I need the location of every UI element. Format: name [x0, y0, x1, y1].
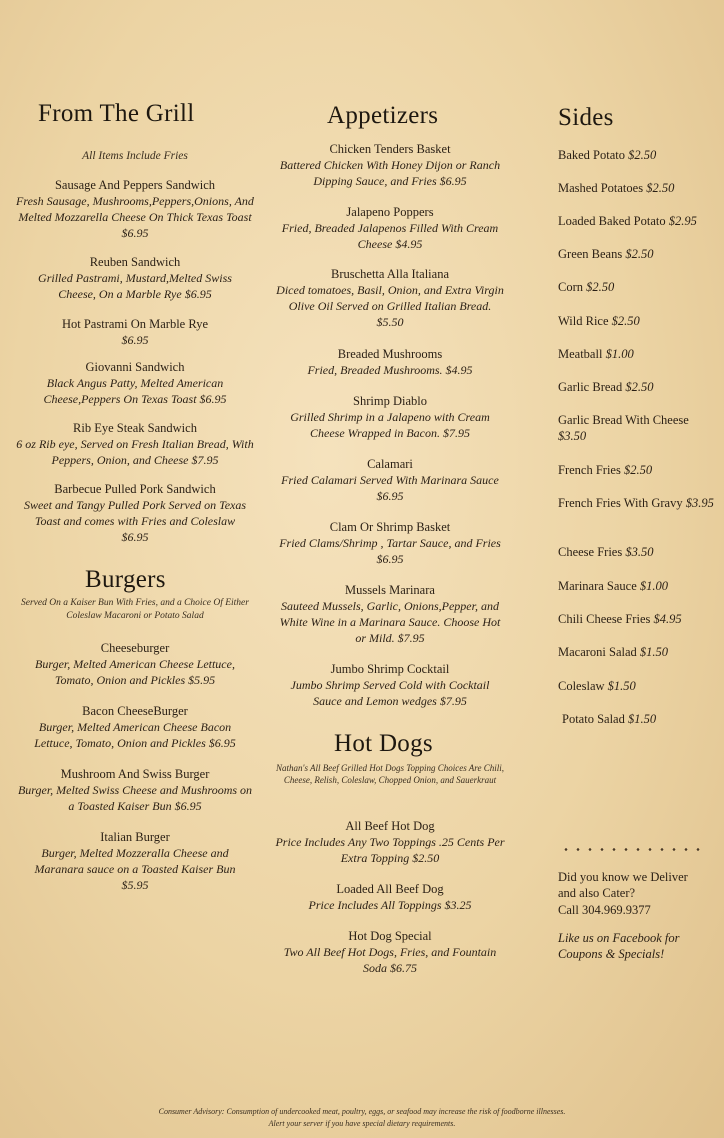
- menu-item: [275, 266, 505, 330]
- side-price: $1.00: [639, 579, 669, 593]
- side-price: $2.50: [586, 280, 615, 294]
- item-description: Black Angus Patty, Melted American Cheese,Peppers On Texas Toast $6.95: [43, 376, 227, 406]
- menu-item: [275, 818, 505, 866]
- side-price: $1.50: [607, 679, 636, 693]
- menu-item: [275, 456, 505, 504]
- menu-item: [15, 420, 255, 468]
- item-description: Burger, Melted American Cheese Bacon Lettuce, Tomato, Onion and Pickles $6.95: [34, 720, 236, 750]
- item-description: Battered Chicken With Honey Dijon or Ranch Dipping Sauce, and Fries $6.95: [279, 158, 501, 188]
- item-description: 6 oz Rib eye, Served on Fresh Italian Bread, With Peppers, Onion, and Cheese $7.95: [16, 437, 254, 467]
- burgers-note: Served On a Kaiser Bun With Fries, and a Choice Of Either Coleslaw Macaroni or Potato Salad: [21, 598, 249, 621]
- side-name: Corn: [558, 280, 583, 294]
- item-name: Rib Eye Steak Sandwich: [73, 421, 197, 435]
- consumer-advisory: [0, 1106, 724, 1130]
- sides-title: Sides: [558, 104, 614, 131]
- menu-item: [20, 703, 250, 751]
- item-name: Mushroom And Swiss Burger: [60, 767, 210, 781]
- item-description: Price Includes All Toppings $3.25: [308, 898, 472, 912]
- item-name: Chicken Tenders Basket: [329, 142, 451, 156]
- advisory-line-1: Consumer Advisory: Consumption of undercooked meat, poultry, eggs, or seafood may increase the risk of foodborne illnesses.: [158, 1107, 566, 1116]
- side-name: Coleslaw: [558, 679, 605, 693]
- menu-item: [275, 346, 505, 378]
- menu-item: [275, 661, 505, 709]
- dotted-divider: [560, 848, 700, 851]
- item-name: Sausage And Peppers Sandwich: [54, 178, 216, 192]
- side-name: Potato Salad: [562, 712, 625, 726]
- side-item: [558, 213, 718, 229]
- side-price: $2.50: [625, 247, 654, 261]
- side-name: Macaroni Salad: [558, 645, 637, 659]
- item-description: $6.95: [121, 333, 149, 347]
- side-item: [558, 462, 718, 478]
- side-item: [562, 711, 722, 727]
- item-name: Mussels Marinara: [345, 583, 435, 597]
- hotdogs-note: Nathan's All Beef Grilled Hot Dogs Topping Choices Are Chili, Cheese, Relish, Coleslaw, Chopped Onion, and Sauerkraut: [276, 763, 504, 785]
- menu-item: [20, 481, 250, 545]
- menu-item: [275, 393, 505, 441]
- side-price: $2.50: [611, 314, 640, 328]
- side-price: $1.50: [627, 712, 657, 726]
- side-name: Green Beans: [558, 247, 623, 261]
- side-name: French Fries: [558, 463, 621, 477]
- side-item: [558, 412, 718, 444]
- side-item: [558, 578, 718, 594]
- side-name: Baked Potato: [558, 148, 626, 162]
- item-description: Diced tomatoes, Basil, Onion, and Extra Virgin Olive Oil Served on Grilled Italian Bread. $5.50: [276, 283, 504, 329]
- side-price: $2.50: [628, 148, 657, 162]
- side-item: [558, 279, 718, 295]
- menu-item: [275, 881, 505, 913]
- menu-item: [20, 316, 250, 348]
- side-name: Wild Rice: [558, 314, 609, 328]
- menu-item: [15, 177, 255, 241]
- phone-number: Call 304.969.9377: [558, 903, 651, 917]
- side-name: Chili Cheese Fries: [558, 612, 651, 626]
- item-description: Grilled Shrimp in a Jalapeno with Cream Cheese Wrapped in Bacon. $7.95: [290, 410, 490, 440]
- side-item: [558, 180, 718, 196]
- side-price: $3.95: [685, 496, 714, 510]
- side-name: French Fries With Gravy: [558, 496, 683, 510]
- hotdogs-title: Hot Dogs: [334, 730, 433, 757]
- item-name: Breaded Mushrooms: [337, 347, 443, 361]
- menu-item: [20, 640, 250, 688]
- menu-item: [275, 141, 505, 189]
- item-description: Two All Beef Hot Dogs, Fries, and Fountain Soda $6.75: [283, 945, 497, 975]
- side-item: [558, 246, 718, 262]
- menu-item: [275, 928, 505, 976]
- side-name: Loaded Baked Potato: [558, 214, 666, 228]
- item-name: Clam Or Shrimp Basket: [329, 520, 451, 534]
- item-name: Bacon CheeseBurger: [82, 704, 188, 718]
- item-description: Fried, Breaded Jalapenos Filled With Cream Cheese $4.95: [281, 221, 499, 251]
- side-item: [558, 611, 718, 627]
- side-name: Garlic Bread: [558, 380, 623, 394]
- menu-item: [15, 766, 255, 814]
- side-item: [558, 544, 718, 560]
- side-price: $3.50: [625, 545, 654, 559]
- item-description: Fresh Sausage, Mushrooms,Peppers,Onions, And Melted Mozzarella Cheese On Thick Texas Toast $6.95: [16, 194, 254, 240]
- item-name: Loaded All Beef Dog: [336, 882, 444, 896]
- side-name: Meatball: [558, 347, 603, 361]
- side-name: Cheese Fries: [558, 545, 623, 559]
- side-item: [558, 147, 718, 163]
- menu-item: [20, 254, 250, 302]
- side-item: [558, 495, 718, 511]
- item-description: Grilled Pastrami, Mustard,Melted Swiss Cheese, On a Marble Rye $6.95: [38, 271, 232, 301]
- item-name: Hot Dog Special: [348, 929, 432, 943]
- side-item: [558, 644, 718, 660]
- side-item: [558, 678, 718, 694]
- item-name: Shrimp Diablo: [353, 394, 427, 408]
- item-description: Burger, Melted Mozzeralla Cheese and Maranara sauce on a Toasted Kaiser Bun $5.95: [34, 846, 236, 892]
- menu-item: [20, 829, 250, 893]
- item-description: Sweet and Tangy Pulled Pork Served on Texas Toast and comes with Fries and Coleslaw $6.95: [23, 498, 247, 544]
- side-price: $2.50: [623, 463, 653, 477]
- item-description: Burger, Melted American Cheese Lettuce, Tomato, Onion and Pickles $5.95: [35, 657, 235, 687]
- item-description: Burger, Melted Swiss Cheese and Mushrooms on a Toasted Kaiser Bun $6.95: [17, 783, 253, 813]
- side-item: [558, 313, 718, 329]
- menu-item: [20, 359, 250, 407]
- side-item: [558, 379, 718, 395]
- item-description: Sauteed Mussels, Garlic, Onions,Pepper, and White Wine in a Marinara Sauce. Choose Hot or Mild. $7.95: [279, 599, 501, 645]
- side-name: Mashed Potatoes: [558, 181, 644, 195]
- facebook-text: Like us on Facebook for Coupons & Specials!: [558, 931, 680, 961]
- grill-title: From The Grill: [38, 100, 195, 127]
- side-price: $2.50: [625, 380, 654, 394]
- menu-item: [275, 204, 505, 252]
- item-name: All Beef Hot Dog: [345, 819, 435, 833]
- item-name: Reuben Sandwich: [89, 255, 181, 269]
- deliver-text: Did you know we Deliver and also Cater?: [558, 870, 688, 900]
- side-price: $4.95: [653, 612, 682, 626]
- item-name: Calamari: [367, 457, 413, 471]
- item-name: Hot Pastrami On Marble Rye: [61, 317, 208, 331]
- side-price: $2.95: [668, 214, 697, 228]
- side-price: $1.50: [639, 645, 669, 659]
- item-name: Cheeseburger: [100, 641, 170, 655]
- advisory-line-2: Alert your server if you have special dietary requirements.: [268, 1119, 456, 1128]
- item-name: Jumbo Shrimp Cocktail: [330, 662, 450, 676]
- item-description: Fried Clams/Shrimp , Tartar Sauce, and Fries $6.95: [279, 536, 501, 566]
- side-price: $1.00: [605, 347, 634, 361]
- menu-item: [275, 519, 505, 567]
- item-name: Barbecue Pulled Pork Sandwich: [54, 482, 216, 496]
- item-name: Italian Burger: [100, 830, 170, 844]
- menu-item: [275, 582, 505, 646]
- burgers-title: Burgers: [85, 566, 166, 593]
- side-price: $2.50: [646, 181, 675, 195]
- item-description: Fried Calamari Served With Marinara Sauce $6.95: [281, 473, 499, 503]
- item-description: Jumbo Shrimp Served Cold with Cocktail Sauce and Lemon wedges $7.95: [290, 678, 490, 708]
- item-name: Jalapeno Poppers: [346, 205, 434, 219]
- side-item: [558, 346, 718, 362]
- item-name: Bruschetta Alla Italiana: [330, 267, 449, 281]
- item-name: Giovanni Sandwich: [85, 360, 185, 374]
- side-name: Marinara Sauce: [558, 579, 637, 593]
- item-description: Fried, Breaded Mushrooms. $4.95: [307, 363, 473, 377]
- side-name: Garlic Bread With Cheese: [558, 413, 689, 427]
- appetizers-title: Appetizers: [327, 102, 439, 129]
- grill-note: All Items Include Fries: [82, 150, 188, 162]
- item-description: Price Includes Any Two Toppings .25 Cents Per Extra Topping $2.50: [275, 835, 505, 865]
- side-price: $3.50: [558, 429, 587, 443]
